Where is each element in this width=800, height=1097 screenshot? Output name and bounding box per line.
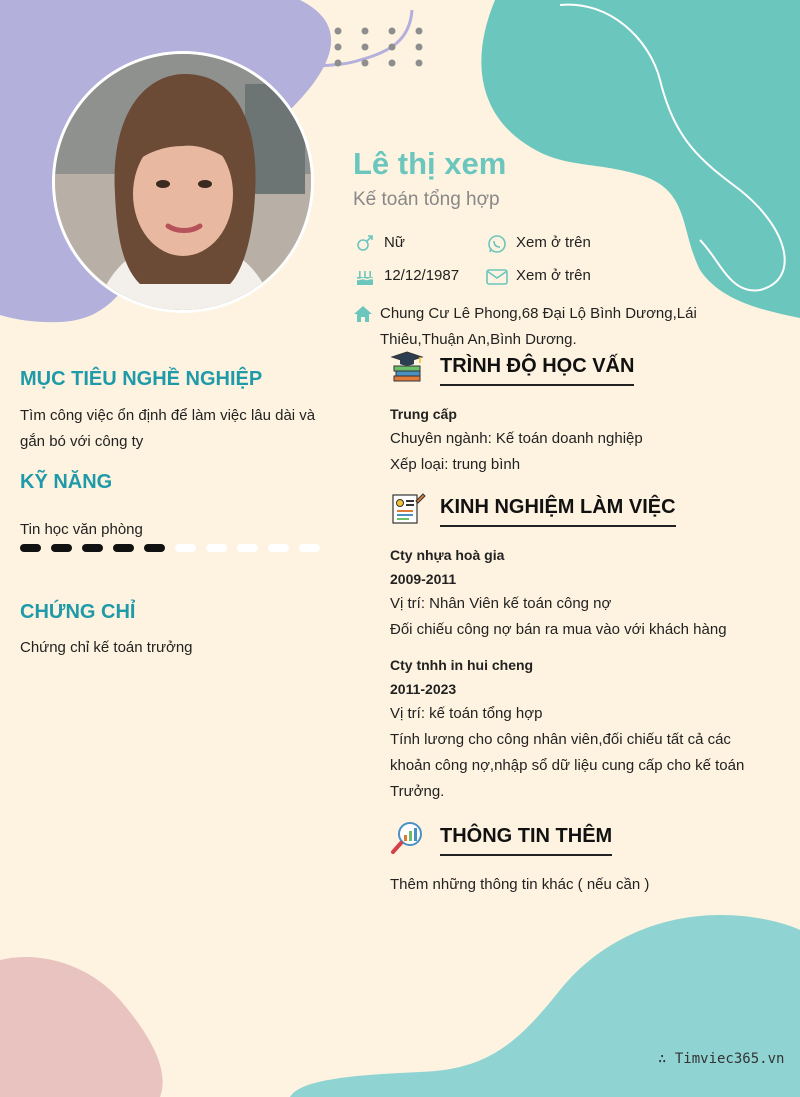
experience-section-header (390, 491, 676, 527)
birthday-value: 12/12/1987 (384, 267, 460, 284)
job-description: Đối chiếu công nợ bán ra mua vào với khách hàng (390, 621, 727, 638)
graduation-books-icon (390, 350, 426, 386)
job-position: Vị trí: Nhân Viên kế toán công nợ (390, 595, 612, 612)
education-rank: Xếp loại: trung bình (390, 456, 521, 473)
skill-dot-empty (237, 544, 258, 552)
work-period: 2009-2011 (390, 571, 457, 587)
company-name: Cty tnhh in hui cheng (390, 657, 534, 673)
email-value: Xem ở trên (516, 267, 591, 284)
pink-blob (0, 957, 163, 1097)
education-school: Trung cấp (390, 406, 457, 422)
phone-value: Xem ở trên (516, 234, 591, 251)
certificates-heading: CHỨNG CHỈ (20, 601, 136, 623)
company-name: Cty nhựa hoà gia (390, 547, 505, 563)
skills-heading: KỸ NĂNG (20, 471, 113, 493)
magnifier-chart-icon (390, 820, 426, 856)
profile-photo (52, 51, 314, 313)
skill-dot-filled (51, 544, 72, 552)
address-row (353, 301, 713, 353)
skill-dot-empty (175, 544, 196, 552)
brand-watermark: ∴ Timviec365.vn (658, 1051, 785, 1067)
skill-dot-filled (113, 544, 134, 552)
certificate-text: Chứng chỉ kế toán trưởng (20, 639, 193, 656)
job-title: Kế toán tổng hợp (353, 189, 500, 210)
birthday-cake-icon (353, 267, 377, 287)
address-value: Chung Cư Lê Phong,68 Đại Lộ Bình Dương,Lái Thiêu,Thuận An,Bình Dương. (380, 305, 697, 348)
gender-value: Nữ (384, 234, 405, 251)
light-teal-blob (290, 915, 800, 1097)
resume-document-icon (390, 491, 426, 527)
skill-dot-empty (206, 544, 227, 552)
skill-dot-filled (20, 544, 41, 552)
dot-grid (335, 28, 423, 67)
skill-dot-filled (82, 544, 103, 552)
whatsapp-icon (485, 234, 509, 254)
envelope-icon (485, 267, 509, 287)
education-heading: TRÌNH ĐỘ HỌC VẤN (440, 355, 634, 386)
experience-item (390, 653, 770, 805)
candidate-name: Lê thị xem (353, 146, 507, 181)
home-icon (353, 304, 373, 324)
phone-row (485, 234, 591, 254)
experience-item (390, 543, 770, 643)
email-row (485, 267, 591, 287)
skill-dot-empty (268, 544, 289, 552)
job-description: Tính lương cho công nhân viên,đối chiếu tất cả các khoản công nợ,nhập sổ dữ liệu cung cấp cho kế toán Trưởng. (390, 731, 745, 800)
objective-heading: MỤC TIÊU NGHỀ NGHIỆP (20, 368, 263, 390)
additional-heading: THÔNG TIN THÊM (440, 825, 612, 856)
skill-name: Tin học văn phòng (20, 521, 143, 538)
skill-level-bar (20, 544, 320, 552)
skill-dot-empty (299, 544, 320, 552)
objective-text: Tìm công việc ổn định để làm việc lâu dài và gắn bó với công ty (20, 407, 316, 450)
education-major: Chuyên ngành: Kế toán doanh nghiệp (390, 430, 643, 447)
avatar-illustration (55, 54, 311, 310)
additional-text: Thêm những thông tin khác ( nếu cần ) (390, 876, 650, 893)
education-section-header (390, 350, 634, 386)
skill-dot-filled (144, 544, 165, 552)
work-period: 2011-2023 (390, 681, 457, 697)
gender-icon (353, 234, 377, 254)
gender-row (353, 234, 405, 254)
birthday-row (353, 267, 459, 287)
additional-section-header (390, 820, 612, 856)
job-position: Vị trí: kế toán tổng hợp (390, 705, 543, 722)
experience-heading: KINH NGHIỆM LÀM VIỆC (440, 496, 676, 527)
